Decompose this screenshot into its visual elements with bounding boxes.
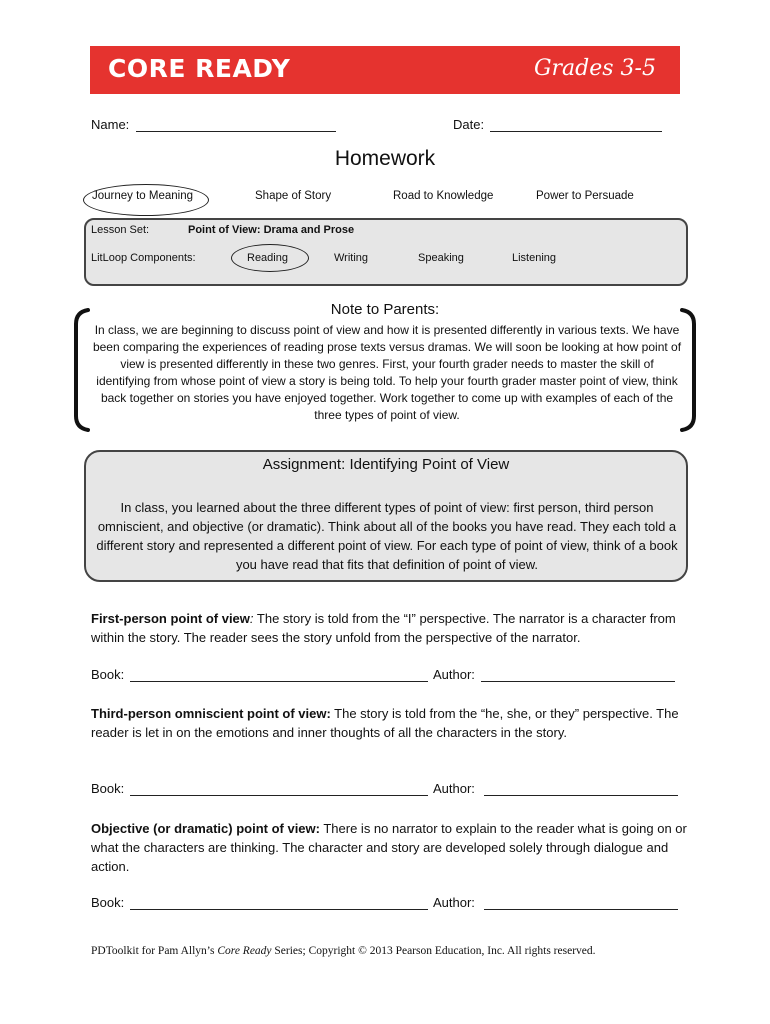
section-term: Objective (or dramatic) point of view:: [91, 821, 320, 836]
section-first-person: [91, 609, 691, 647]
name-field[interactable]: [136, 117, 336, 132]
component-writing: Writing: [334, 252, 369, 264]
book-label: Book:: [91, 781, 125, 796]
book-label: Book:: [91, 667, 125, 682]
section-term: First-person point of view: [91, 611, 250, 626]
name-label: Name:: [91, 117, 130, 132]
section-text: The story is told from the “I” perspective. The narrator is a character from within the story. The reader sees the story unfold from the perspective of the narrator.: [91, 611, 676, 645]
category-shape: Shape of Story: [255, 190, 332, 202]
author-field-1[interactable]: [481, 667, 675, 682]
author-label: Author:: [433, 667, 475, 682]
category-road: Road to Knowledge: [393, 190, 494, 202]
lesson-set-label: Lesson Set:: [91, 224, 150, 236]
book-field-2[interactable]: [130, 781, 428, 796]
footer-copyright: [91, 945, 596, 957]
date-label: Date:: [453, 117, 485, 132]
header-banner: [90, 46, 680, 94]
footer-prefix: PDToolkit for Pam Allyn’s: [91, 945, 218, 957]
grade-label: Grades 3-5: [533, 56, 656, 81]
section-term: Third-person omniscient point of view:: [91, 706, 331, 721]
section-third-person: [91, 704, 691, 742]
brand-title: CORE READY: [108, 54, 291, 83]
author-label: Author:: [433, 781, 475, 796]
date-field[interactable]: [490, 117, 662, 132]
category-journey: Journey to Meaning: [92, 190, 194, 202]
book-field-1[interactable]: [130, 667, 428, 682]
section-text: The story is told from the “he, she, or they” perspective. The reader is let in on the emotions and inner thoughts of all the characters in the story.: [91, 706, 679, 740]
component-reading: Reading: [247, 252, 288, 264]
note-title: Note to Parents:: [330, 301, 440, 318]
assignment-body: In class, you learned about the three different types of point of view: first person, third person omniscient, and objective (or dramatic). Think about all of the books you have read. They each told a different story and represented a different point of view. For each type of point of view, think of a book you have read that fits that definition of point of view.: [96, 500, 678, 572]
left-bracket: [70, 308, 92, 432]
litloop-label: LitLoop Components:: [91, 252, 196, 264]
section-sep: :: [249, 611, 254, 626]
component-speaking: Speaking: [418, 252, 464, 264]
footer-series: Core Ready: [217, 945, 272, 957]
assignment-box: [84, 450, 688, 582]
note-body: In class, we are beginning to discuss point of view and how it is presented differently in various texts. We have been comparing the experiences of reading prose texts versus dramas. We will soon be looking at how point of view is presented differently in these two genres. First, your fourth grader needs to master the skill of identifying from whose point of view a story is being told. To help your fourth grader master point of view, think back together on stories you have enjoyed together. Work together to come up with examples of each of the three types of point of view.: [92, 323, 682, 422]
author-field-3[interactable]: [484, 895, 678, 910]
category-power: Power to Persuade: [536, 190, 634, 202]
book-label: Book:: [91, 895, 125, 910]
section-text: There is no narrator to explain to the reader what is going on or what the characters are thinking. The character and story are developed solely through dialogue and action.: [91, 821, 687, 874]
page-title: Homework: [334, 147, 436, 170]
book-field-3[interactable]: [130, 895, 428, 910]
author-field-2[interactable]: [484, 781, 678, 796]
component-listening: Listening: [512, 252, 557, 264]
footer-suffix: Series; Copyright © 2013 Pearson Education, Inc. All rights reserved.: [271, 945, 596, 957]
author-label: Author:: [433, 895, 475, 910]
lesson-set-value: Point of View: Drama and Prose: [188, 224, 355, 236]
assignment-title: Assignment: Identifying Point of View: [262, 456, 510, 473]
lesson-info-box: [84, 218, 688, 286]
section-objective: [91, 819, 691, 876]
